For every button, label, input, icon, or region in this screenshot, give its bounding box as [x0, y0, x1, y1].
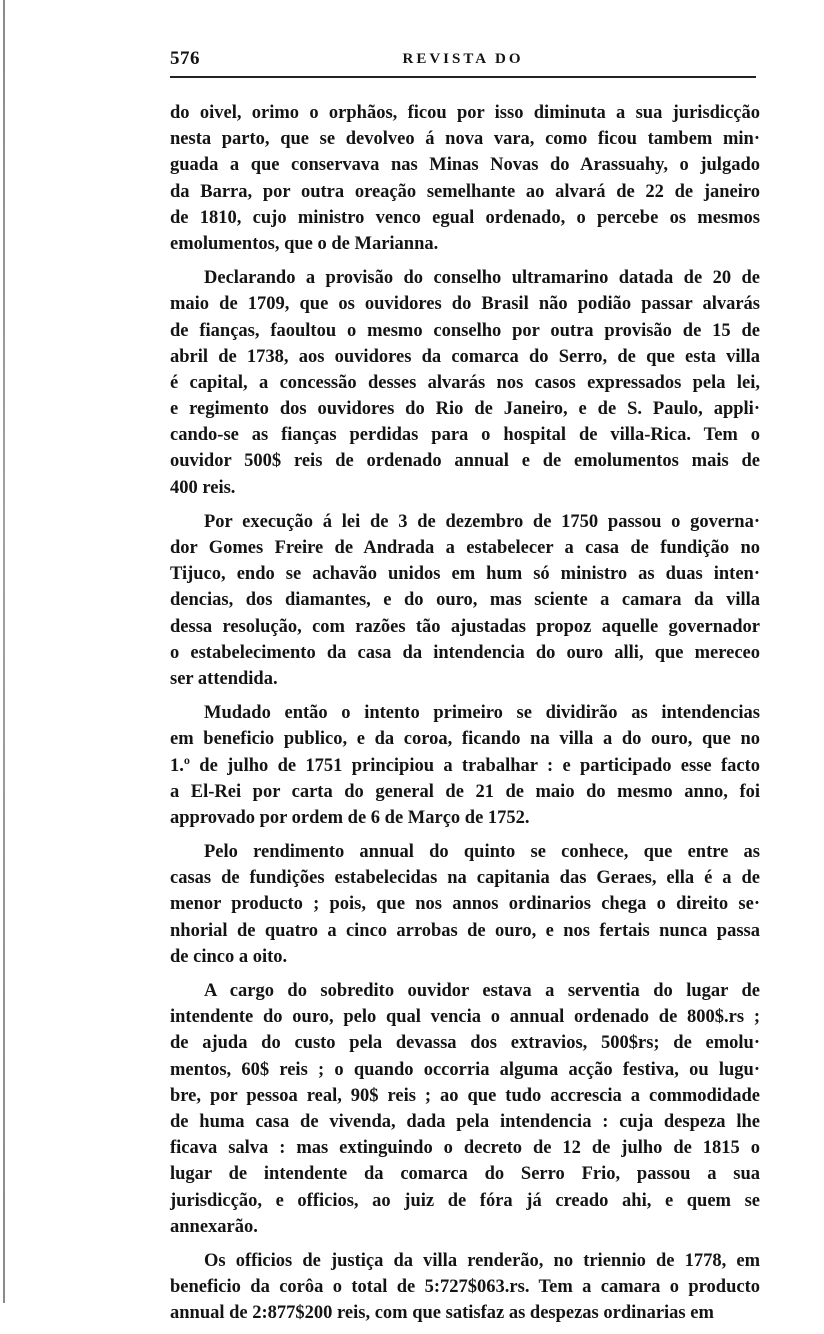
body-text: [170, 100, 760, 1334]
paragraph: [170, 100, 760, 257]
paragraph: [170, 509, 760, 692]
text-line: da Barra, por outra oreação semelhante ao alvará de 22 de janeiro: [170, 181, 760, 202]
text-line: é capital, a concessão desses alvarás nos casos expressados pela lei,: [170, 372, 760, 393]
text-line: e regimento dos ouvidores do Rio de Janeiro, e de S. Paulo, appli·: [170, 399, 760, 420]
paragraph: [170, 978, 760, 1240]
text-line: annual de 2:877$200 reis, com que satisfaz as despezas ordinarias em: [170, 1303, 714, 1324]
text-line: Os officios de justiça da villa renderão, no triennio de 1778, em: [204, 1250, 760, 1271]
text-line: a El-Rei por carta do general de 21 de maio do mesmo anno, foi: [170, 781, 760, 802]
text-line: Declarando a provisão do conselho ultramarino datada de 20 de: [204, 268, 760, 289]
text-line: maio de 1709, que os ouvidores do Brasil não podião passar alvarás: [170, 294, 760, 315]
text-line: abril de 1738, aos ouvidores da comarca do Serro, de que esta villa: [170, 346, 760, 367]
paragraph: [170, 700, 760, 831]
text-line: menor producto ; pois, que nos annos ordinarios chega o direito se·: [170, 894, 760, 915]
text-line: de 1810, cujo ministro venco egual ordenado, o percebe os mesmos: [170, 207, 760, 228]
text-line: o estabelecimento da casa da intendencia do ouro alli, que mereceo: [170, 642, 760, 663]
text-line: Por execução á lei de 3 de dezembro de 1750 passou o governa·: [204, 511, 760, 532]
text-line: Tijuco, endo se achavão unidos em hum só ministro as duas inten·: [170, 564, 760, 585]
text-line: mentos, 60$ reis ; o quando occorria alguma acção festiva, ou lugu·: [170, 1059, 760, 1080]
text-line: intendente do ouro, pelo qual vencia o annual ordenado de 800$.rs ;: [170, 1007, 760, 1028]
header-rule: [170, 76, 756, 78]
text-line: 1.º de julho de 1751 principiou a trabalhar : e participado esse facto: [170, 755, 760, 776]
text-line: de huma casa de vivenda, dada pela intendencia : cuja despeza lhe: [170, 1111, 760, 1132]
paragraph: [170, 1248, 760, 1327]
text-line: Pelo rendimento annual do quinto se conhece, que entre as: [204, 842, 760, 863]
text-line: nesta parto, que se devolveo á nova vara, como ficou tambem min·: [170, 129, 760, 150]
text-line: annexarão.: [170, 1216, 258, 1237]
text-line: jurisdicção, e officios, ao juiz de fóra já creado ahi, e quem se: [170, 1190, 760, 1211]
running-title: REVISTA DO: [402, 51, 524, 67]
text-line: ficava salva : mas extinguindo o decreto de 12 de julho de 1815 o: [170, 1138, 760, 1159]
text-line: ouvidor 500$ reis de ordenado annual e de emolumentos mais de: [170, 451, 760, 472]
text-line: bre, por pessoa real, 90$ reis ; ao que tudo accrescia a commodidade: [170, 1085, 760, 1106]
text-line: do oivel, orimo o orphãos, ficou por isso diminuta a sua jurisdicção: [170, 103, 760, 123]
text-line: em beneficio publico, e da coroa, ficando na villa a do ouro, que no: [170, 729, 760, 750]
page-header: [170, 48, 756, 72]
text-line: lugar de intendente da comarca do Serro Frio, passou a sua: [170, 1164, 760, 1185]
text-line: Mudado então o intento primeiro se dividirão as intendencias: [204, 703, 760, 724]
paragraph: [170, 839, 760, 970]
text-line: nhorial de quatro a cinco arrobas de ouro, e nos fertais nunca passa: [170, 920, 760, 941]
text-line: emolumentos, que o de Marianna.: [170, 233, 439, 254]
text-line: ser attendida.: [170, 668, 278, 689]
text-line: approvado por ordem de 6 de Março de 1752.: [170, 807, 530, 828]
text-line: 400 reis.: [170, 477, 236, 498]
paragraph: [170, 265, 760, 501]
text-line: dor Gomes Freire de Andrada a estabelecer a casa de fundição no: [170, 538, 760, 558]
text-line: beneficio da corôa o total de 5:727$063.rs. Tem a camara o producto: [170, 1277, 760, 1298]
text-line: de ajuda do custo pela devassa dos extravios, 500$rs; de emolu·: [170, 1033, 760, 1054]
text-line: de cinco a oito.: [170, 946, 288, 967]
text-line: A cargo do sobredito ouvidor estava a serventia do lugar de: [204, 981, 760, 1001]
text-line: de fianças, faoultou o mesmo conselho por outra provisão de 15 de: [170, 320, 760, 341]
text-line: dessa resolução, com razões tão ajustadas propoz aquelle governador: [170, 616, 760, 637]
binding-edge: [3, 0, 5, 1303]
text-line: guada a que conservava nas Minas Novas do Arassuahy, o julgado: [170, 155, 760, 176]
text-line: casas de fundições estabelecidas na capitania das Geraes, ella é a de: [170, 868, 760, 889]
text-line: cando-se as fianças perdidas para o hospital de villa-Rica. Tem o: [170, 425, 760, 446]
text-line: dencias, dos diamantes, e do ouro, mas sciente a camara da villa: [170, 590, 760, 611]
page-number: 576: [170, 48, 200, 69]
